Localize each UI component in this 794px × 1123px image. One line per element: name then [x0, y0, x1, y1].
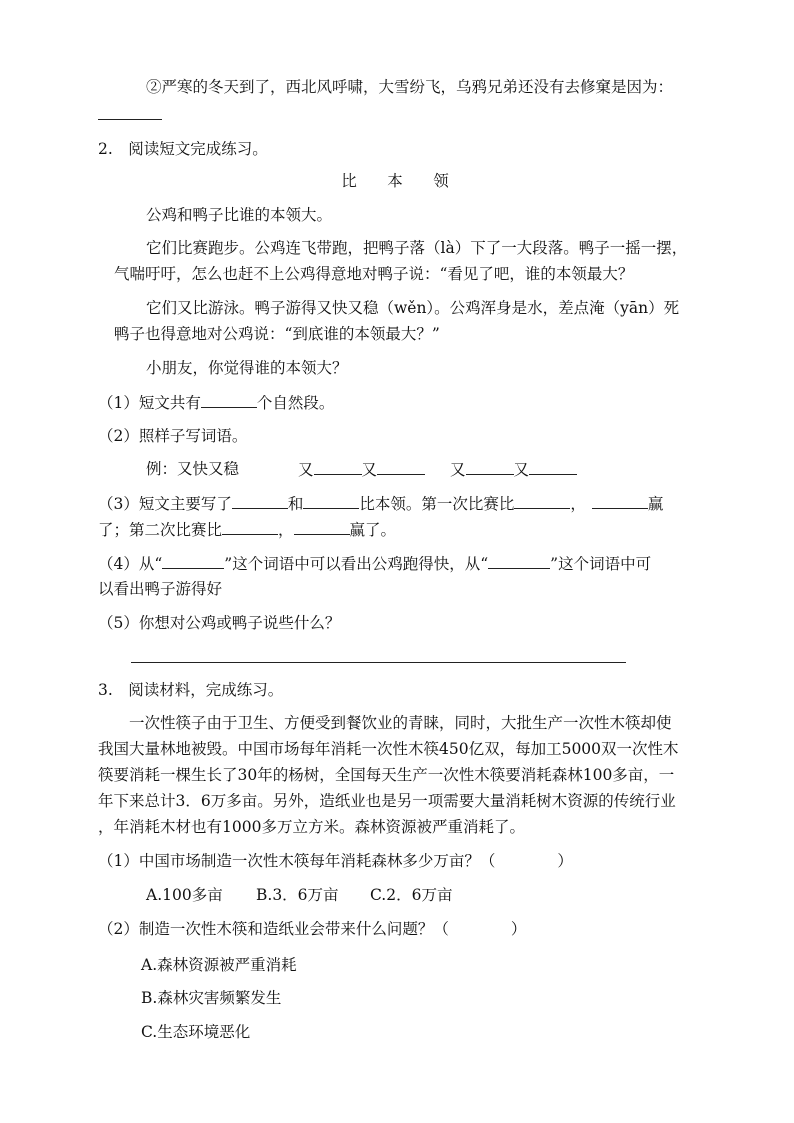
- story-title-char: 领: [433, 172, 449, 190]
- q2-sub3-blank-3[interactable]: [514, 493, 570, 509]
- q3-sub2-option-b[interactable]: B.森林灾害频繁发生: [141, 989, 282, 1007]
- story-para-2-line-2: 气喘吁吁，怎么也赶不上公鸡得意地对鸭子说：“看见了吧，谁的本领最大？: [114, 265, 634, 283]
- story-para-3-line-1: 它们又比游泳。鸭子游得又快又稳（wěn）。公鸡浑身是水，差点淹（yān）死: [146, 299, 680, 317]
- story-title-char: 比: [341, 172, 357, 190]
- q3-sub2-question: （2）制造一次性木筷和造纸业会带来什么问题？（ ）: [98, 920, 527, 938]
- q3-para-line-3: 筷要消耗一棵生长了30年的杨树，全国每天生产一次性木筷要消耗森林100多亩，一: [98, 766, 675, 784]
- q2-sub3-text: 和: [287, 495, 304, 513]
- q2-sub2-example: 例：又快又稳: [146, 460, 240, 478]
- story-title: [326, 171, 464, 191]
- you-char: 又: [361, 461, 378, 479]
- q3-sub1-option-c[interactable]: C.2．6万亩: [370, 886, 453, 904]
- story-para-1: 公鸡和鸭子比谁的本领大。: [146, 206, 333, 224]
- q2-sub1-prefix: （1）短文共有: [98, 394, 201, 412]
- q2-sub3-text: ，: [278, 521, 294, 539]
- q2-sub3-text: 赢了。: [349, 521, 397, 539]
- q2-sub3-line-1: [98, 493, 663, 514]
- q3-sub1-option-a[interactable]: A.100多亩: [146, 886, 223, 904]
- pattern-2-blank-1[interactable]: [466, 459, 514, 475]
- q2-sub1-blank[interactable]: [201, 392, 257, 408]
- q3-sub2-option-c[interactable]: C.生态环境恶化: [141, 1023, 251, 1041]
- q3-sub1-option-b[interactable]: B.3．6万亩: [256, 886, 339, 904]
- q2-sub5: （5）你想对公鸡或鸭子说些什么？: [98, 614, 341, 632]
- q3-sub2-option-a[interactable]: A.森林资源被严重消耗: [141, 956, 297, 974]
- pattern-1-blank-1[interactable]: [314, 459, 362, 475]
- you-char: 又: [298, 461, 314, 479]
- pattern-1-blank-2[interactable]: [377, 459, 425, 475]
- q3-sub1-question: （1）中国市场制造一次性木筷每年消耗森林多少万亩？（ ）: [98, 852, 573, 870]
- q2-sub3-blank-4[interactable]: [592, 493, 648, 509]
- q2-sub2: （2）照样子写词语。: [98, 427, 248, 445]
- you-char: 又: [450, 461, 466, 479]
- q3-para-line-4: 年下来总计3．6万多亩。另外，造纸业也是另一项需要大量消耗树木资源的传统行业: [98, 792, 676, 810]
- q2-sub3-line-2: [98, 519, 396, 540]
- q2-sub3-text: 比本领。第一次比赛比: [359, 495, 515, 513]
- q2-heading: 2. 阅读短文完成练习。: [98, 140, 268, 158]
- q2-sub1: [98, 392, 334, 413]
- q2-sub4-text: ”这个词语中可以看出公鸡跑得快，从“: [224, 555, 489, 573]
- q2-sub3-blank-5[interactable]: [222, 519, 278, 535]
- q2-sub2-pattern-1: [298, 459, 425, 480]
- q2-sub3-text: 了；第二次比赛比: [98, 521, 223, 539]
- story-para-2-line-1: 它们比赛跑步。公鸡连飞带跑，把鸭子落（là）下了一大段落。鸭子一摇一摆，: [146, 239, 688, 257]
- q2-sub4-line-2: 以看出鸭子游得好: [98, 580, 223, 598]
- q2-sub4-blank-2[interactable]: [488, 553, 550, 569]
- q2-sub3-text: 赢: [647, 495, 664, 513]
- q2-sub4-text: （4）从“: [98, 555, 163, 573]
- q3-heading: 3. 阅读材料，完成练习。: [98, 681, 284, 699]
- q2-sub3-blank-2[interactable]: [303, 493, 359, 509]
- q2-sub4-text: ”这个词语中可: [550, 555, 652, 573]
- q2-sub3-blank-6[interactable]: [294, 519, 350, 535]
- q3-para-line-2: 我国大量林地被毁。中国市场每年消耗一次性木筷450亿双，每加工5000双一次性木: [98, 740, 679, 758]
- q3-para-line-5: ，年消耗木材也有1000多万立方米。森林资源被严重消耗了。: [98, 818, 525, 836]
- pattern-2-blank-2[interactable]: [529, 459, 577, 475]
- q2-sub3-text: （3）短文主要写了: [98, 495, 232, 513]
- q1-sub2-text: ②严寒的冬天到了，西北风呼啸，大雪纷飞，乌鸦兄弟还没有去修窠是因为：: [146, 78, 674, 96]
- q3-para-line-1: 一次性筷子由于卫生、方便受到餐饮业的青睐，同时，大批生产一次性木筷却使: [129, 714, 672, 732]
- q1-sub2-answer-line[interactable]: [98, 119, 162, 120]
- you-char: 又: [513, 461, 530, 479]
- story-para-3-line-2: 鸭子也得意地对公鸡说：“到底谁的本领最大？”: [114, 325, 440, 343]
- q2-sub4-blank-1[interactable]: [162, 553, 224, 569]
- q2-sub5-answer-line[interactable]: [131, 662, 626, 663]
- q2-sub2-pattern-2: [450, 459, 577, 480]
- q2-sub3-blank-1[interactable]: [232, 493, 288, 509]
- story-title-char: 本: [387, 172, 403, 190]
- q2-sub1-suffix: 个自然段。: [256, 394, 335, 412]
- story-para-4: 小朋友，你觉得谁的本领大？: [146, 359, 348, 377]
- q2-sub3-text: ，: [570, 495, 586, 513]
- q2-sub4-line-1: [98, 553, 651, 574]
